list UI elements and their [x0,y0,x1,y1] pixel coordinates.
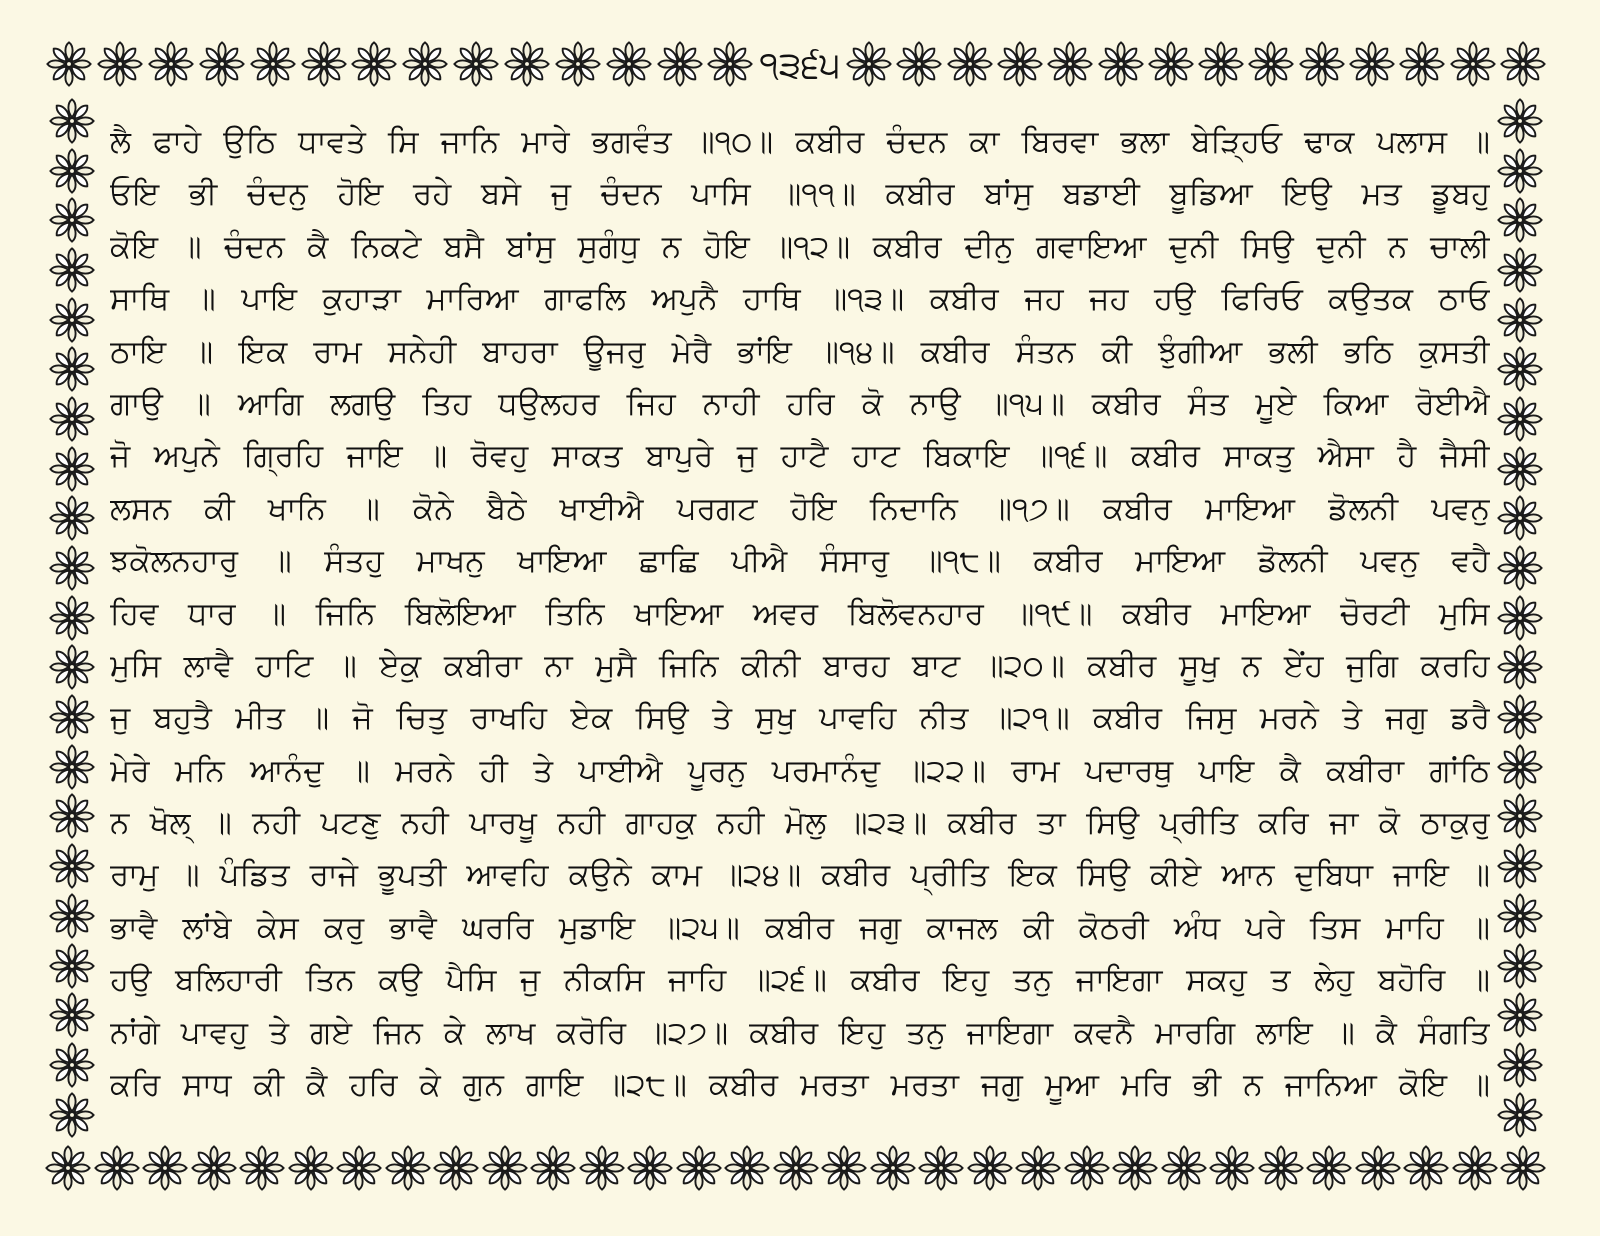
text-line: ਸਾਥਿ ॥ ਪਾਇ ਕੁਹਾੜਾ ਮਾਰਿਆ ਗਾਫਲਿ ਅਪੁਨੈ ਹਾਥਿ ॥੧੩॥ ਕਬੀਰ ਜਹ ਜਹ ਹਉ ਫਿਰਿਓ ਕਉਤਕ ਠਾਓ [110,281,1490,318]
flower-icon [1496,494,1544,542]
flower-icon [529,1144,577,1192]
flower-icon [1449,40,1497,88]
flower-icon [1499,1144,1547,1192]
flower-icon [452,40,500,88]
flower-icon [946,40,994,88]
flower-icon [48,544,96,592]
text-line: ਜੁ ਬਹੁਤੈ ਮੀਤ ॥ ਜੋ ਚਿਤੁ ਰਾਖਹਿ ਏਕ ਸਿਉ ਤੇ ਸੁਖੁ ਪਾਵਹਿ ਨੀਤ ॥੨੧॥ ਕਬੀਰ ਜਿਸੁ ਮਰਨੇ ਤੇ ਜਗੁ ਡਰੈ [110,700,1490,737]
flower-icon [966,1144,1014,1192]
flower-icon [401,40,449,88]
flower-icon [820,1144,868,1192]
text-line: ਭਾਵੈ ਲਾਂਬੇ ਕੇਸ ਕਰੁ ਭਾਵੈ ਘਰਰਿ ਮੁਡਾਇ ॥੨੫॥ ਕਬੀਰ ਜਗੁ ਕਾਜਲ ਕੀ ਕੋਠਰੀ ਅੰਧ ਪਰੇ ਤਿਸ ਮਾਹਿ ॥ [110,909,1490,946]
flower-icon [1147,40,1195,88]
flower-icon [384,1144,432,1192]
flower-icon [1496,1041,1544,1089]
flower-icon [1496,147,1544,195]
flower-icon [335,1144,383,1192]
flower-icon [48,345,96,393]
flower-icon [1257,1144,1305,1192]
flower-icon [1496,345,1544,393]
text-line: ਮੁਸਿ ਲਾਵੈ ਹਾਟਿ ॥ ਏਕੁ ਕਬੀਰਾ ਨਾ ਮੁਸੈ ਜਿਨਿ ਕੀਨੀ ਬਾਰਹ ਬਾਟ ॥੨੦॥ ਕਬੀਰ ਸੂਖੁ ਨ ਏਂਹ ਜੁਗਿ ਕਰਹਿ [110,647,1490,684]
flower-icon [48,991,96,1039]
flower-icon [1398,40,1446,88]
flower-icon [1496,942,1544,990]
flower-icon [432,1144,480,1192]
flower-icon [48,147,96,195]
flower-icon [48,445,96,493]
flower-icon [1496,892,1544,940]
flower-icon [48,594,96,642]
flower-icon [1496,1091,1544,1139]
flower-icon [772,1144,820,1192]
flower-icon [1496,296,1544,344]
flower-icon [1111,1144,1159,1192]
text-line: ਓਇ ਭੀ ਚੰਦਨੁ ਹੋਇ ਰਹੇ ਬਸੇ ਜੁ ਚੰਦਨ ਪਾਸਿ ॥੧੧॥ ਕਬੀਰ ਬਾਂਸੁ ਬਡਾਈ ਬੂਡਿਆ ਇਉ ਮਤ ਡੂਬਹੁ [110,176,1490,213]
flower-icon [1496,594,1544,642]
flower-icon [1298,40,1346,88]
text-line: ਗਾਉ ॥ ਆਗਿ ਲਗਉ ਤਿਹ ਧਉਲਹਰ ਜਿਹ ਨਾਹੀ ਹਰਿ ਕੋ ਨਾਉ ॥੧੫॥ ਕਬੀਰ ਸੰਤ ਮੂਏ ਕਿਆ ਰੋਈਐ [110,385,1490,422]
flower-icon [190,1144,238,1192]
flower-icon [300,40,348,88]
text-line: ਕੋਇ ॥ ਚੰਦਨ ਕੈ ਨਿਕਟੇ ਬਸੈ ਬਾਂਸੁ ਸੁਗੰਧੁ ਨ ਹੋਇ ॥੧੨॥ ਕਬੀਰ ਦੀਨੁ ਗਵਾਇਆ ਦੁਨੀ ਸਿਉ ਦੁਨੀ ਨ ਚਾਲੀ [110,228,1490,265]
flower-icon [554,40,602,88]
flower-icon [48,892,96,940]
flower-icon [48,693,96,741]
page-number: ੧੩੬੫ [759,45,841,86]
flower-icon [48,196,96,244]
flower-icon [675,1144,723,1192]
flower-icon [723,1144,771,1192]
flower-icon [1496,743,1544,791]
flower-icon [1348,40,1396,88]
flower-icon [1402,1144,1450,1192]
flower-icon [1496,693,1544,741]
flower-icon [1496,97,1544,145]
flower-icon [44,1144,92,1192]
scripture-text-block [110,116,1490,1106]
flower-icon [656,40,704,88]
text-line: ਹਉ ਬਲਿਹਾਰੀ ਤਿਨ ਕਉ ਪੈਸਿ ਜੁ ਨੀਕਸਿ ਜਾਹਿ ॥੨੬॥ ਕਬੀਰ ਇਹੁ ਤਨੁ ਜਾਇਗਾ ਸਕਹੁ ਤ ਲੇਹੁ ਬਹੋਰਿ ॥ [110,962,1490,999]
flower-icon [503,40,551,88]
flower-icon [1063,1144,1111,1192]
flower-icon [869,1144,917,1192]
border-top-flowers [44,36,756,96]
flower-icon [48,395,96,443]
flower-icon [147,40,195,88]
flower-icon [1496,991,1544,1039]
flower-icon [1496,246,1544,294]
flower-icon [48,97,96,145]
flower-icon [1014,1144,1062,1192]
flower-icon [1197,40,1245,88]
text-line: ਕਰਿ ਸਾਧ ਕੀ ਕੈ ਹਰਿ ਕੇ ਗੁਨ ਗਾਇ ॥੨੮॥ ਕਬੀਰ ਮਰਤਾ ਮਰਤਾ ਜਗੁ ਮੂਆ ਮਰਿ ਭੀ ਨ ਜਾਨਿਆ ਕੋਇ ॥ [110,1067,1490,1104]
border-bottom-flowers [44,1140,1548,1200]
text-line: ਝਕੋਲਨਹਾਰੁ ॥ ਸੰਤਹੁ ਮਾਖਨੁ ਖਾਇਆ ਛਾਛਿ ਪੀਐ ਸੰਸਾਰੁ ॥੧੮॥ ਕਬੀਰ ਮਾਇਆ ਡੋਲਨੀ ਪਵਨੁ ਵਹੈ [110,543,1490,580]
flower-icon [93,1144,141,1192]
flower-icon [287,1144,335,1192]
text-line: ਜੋ ਅਪੁਨੇ ਗ੍ਰਿਹਿ ਜਾਇ ॥ ਰੋਵਹੁ ਸਾਕਤ ਬਾਪੁਰੇ ਜੁ ਹਾਟੈ ਹਾਟ ਬਿਕਾਇ ॥੧੬॥ ਕਬੀਰ ਸਾਕਤੁ ਐਸਾ ਹੈ ਜੈਸੀ [110,438,1490,475]
text-line: ਨ ਖੋਲ੍ ॥ ਨਹੀ ਪਟਣੁ ਨਹੀ ਪਾਰਖੂ ਨਹੀ ਗਾਹਕੁ ਨਹੀ ਮੋਲੁ ॥੨੩॥ ਕਬੀਰ ਤਾ ਸਿਉ ਪ੍ਰੀਤਿ ਕਰਿ ਜਾ ਕੋ ਠਾਕੁਰੁ [110,805,1490,842]
flower-icon [1496,445,1544,493]
flower-icon [45,40,93,88]
flower-icon [141,1144,189,1192]
flower-icon [249,40,297,88]
flower-icon [96,40,144,88]
text-line: ਰਾਮੁ ॥ ਪੰਡਿਤ ਰਾਜੇ ਭੂਪਤੀ ਆਵਹਿ ਕਉਨੇ ਕਾਮ ॥੨੪॥ ਕਬੀਰ ਪ੍ਰੀਤਿ ਇਕ ਸਿਉ ਕੀਏ ਆਨ ਦੁਬਿਧਾ ਜਾਇ ॥ [110,857,1490,894]
flower-icon [48,743,96,791]
flower-icon [481,1144,529,1192]
flower-icon [350,40,398,88]
flower-icon [605,40,653,88]
flower-icon [238,1144,286,1192]
flower-icon [1451,1144,1499,1192]
flower-icon [1305,1144,1353,1192]
flower-icon [996,40,1044,88]
text-line: ਠਾਇ ॥ ਇਕ ਰਾਮ ਸਨੇਹੀ ਬਾਹਰਾ ਊਜਰੁ ਮੇਰੈ ਭਾਂਇ ॥੧੪॥ ਕਬੀਰ ਸੰਤਨ ਕੀ ਝੁੰਗੀਆ ਭਲੀ ਭਠਿ ਕੁਸਤੀ [110,333,1490,370]
border-top-right-flowers [844,36,1548,96]
flower-icon [1247,40,1295,88]
flower-icon [1208,1144,1256,1192]
flower-icon [1496,643,1544,691]
flower-icon [48,643,96,691]
flower-icon [48,296,96,344]
flower-icon [198,40,246,88]
flower-icon [917,1144,965,1192]
flower-icon [1496,792,1544,840]
flower-icon [706,40,754,88]
flower-icon [1097,40,1145,88]
flower-icon [578,1144,626,1192]
text-line: ਹਿਵ ਧਾਰ ॥ ਜਿਨਿ ਬਿਲੋਇਆ ਤਿਨਿ ਖਾਇਆ ਅਵਰ ਬਿਲੋਵਨਹਾਰ ॥੧੯॥ ਕਬੀਰ ਮਾਇਆ ਚੋਰਟੀ ਮੁਸਿ [110,595,1490,632]
flower-icon [48,842,96,890]
flower-icon [48,246,96,294]
flower-icon [48,942,96,990]
flower-icon [48,1041,96,1089]
border-right-flowers [1492,96,1548,1140]
border-left-flowers [44,96,100,1140]
flower-icon [1496,395,1544,443]
flower-icon [1496,544,1544,592]
flower-icon [895,40,943,88]
flower-icon [845,40,893,88]
flower-icon [48,792,96,840]
flower-icon [1046,40,1094,88]
flower-icon [1496,196,1544,244]
text-line: ਲੈ ਫਾਹੇ ਉਠਿ ਧਾਵਤੇ ਸਿ ਜਾਨਿ ਮਾਰੇ ਭਗਵੰਤ ॥੧੦॥ ਕਬੀਰ ਚੰਦਨ ਕਾ ਬਿਰਵਾ ਭਲਾ ਬੇੜ੍ਹਿਓ ਢਾਕ ਪਲਾਸ ॥ [110,124,1490,160]
flower-icon [1499,40,1547,88]
flower-icon [48,494,96,542]
text-line: ਨਾਂਗੇ ਪਾਵਹੁ ਤੇ ਗਏ ਜਿਨ ਕੇ ਲਾਖ ਕਰੋਰਿ ॥੨੭॥ ਕਬੀਰ ਇਹੁ ਤਨੁ ਜਾਇਗਾ ਕਵਨੈ ਮਾਰਗਿ ਲਾਇ ॥ ਕੈ ਸੰਗਤਿ [110,1014,1490,1051]
flower-icon [1496,842,1544,890]
flower-icon [1160,1144,1208,1192]
text-line: ਲਸਨ ਕੀ ਖਾਨਿ ॥ ਕੋਨੇ ਬੈਠੇ ਖਾਈਐ ਪਰਗਟ ਹੋਇ ਨਿਦਾਨਿ ॥੧੭॥ ਕਬੀਰ ਮਾਇਆ ਡੋਲਨੀ ਪਵਨੁ [110,490,1490,527]
text-line: ਮੇਰੇ ਮਨਿ ਆਨੰਦੁ ॥ ਮਰਨੇ ਹੀ ਤੇ ਪਾਈਐ ਪੂਰਨੁ ਪਰਮਾਨੰਦੁ ॥੨੨॥ ਰਾਮ ਪਦਾਰਥੁ ਪਾਇ ਕੈ ਕਬੀਰਾ ਗਾਂਠਿ [110,752,1490,789]
flower-icon [48,1091,96,1139]
flower-icon [626,1144,674,1192]
flower-icon [1354,1144,1402,1192]
